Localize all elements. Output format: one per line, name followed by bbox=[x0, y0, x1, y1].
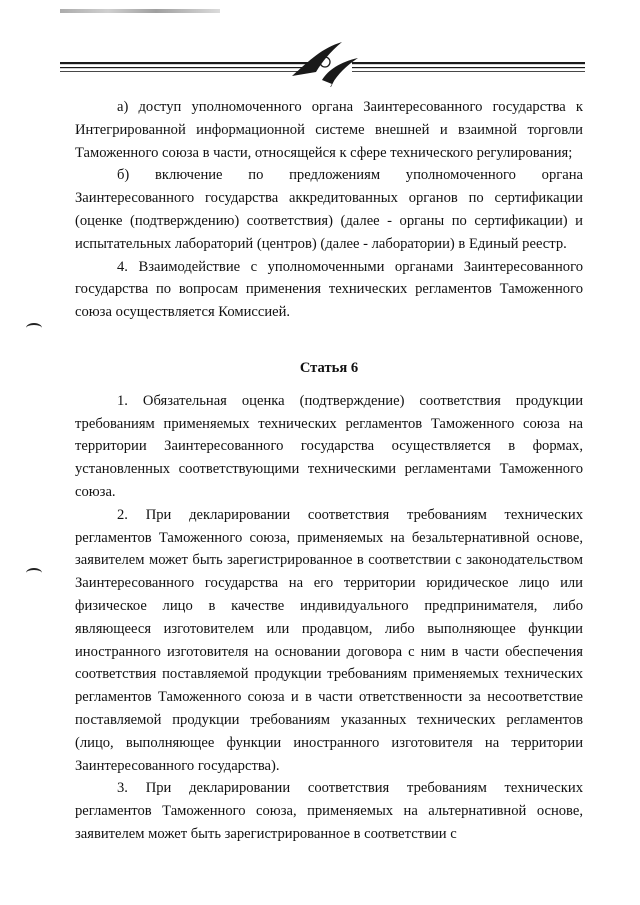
page-number: 7 bbox=[329, 78, 335, 90]
paragraph-b: б) включение по предложениям уполномоченного органа Заинтересованного государства аккредитованных органов по сертификации (оценке (подтверждению) соответствия) (далее - органы по сертификации) и испытательных лабораторий (центров) (далее - лаборатории) в Единый реестр. bbox=[75, 167, 583, 252]
scan-artifact bbox=[60, 9, 220, 13]
paragraph-a: а) доступ уполномоченного органа Заинтересованного государства к Интегрированной информационной системе внешней и взаимной торговли Таможенного союза в части, относящейся к сфере технического регулирования; bbox=[75, 99, 583, 161]
margin-mark bbox=[26, 568, 42, 578]
article-paragraph-2: 2. При декларировании соответствия требованиям технических регламентов Таможенного союза, применяемых на безальтернативной основе, заявителем может быть зарегистрированное в соответствии с законодательством Заинтересованного государства на его территории юридическое лицо или физическое лицо в качестве индивидуального предпринимателя, либо являющееся изготовителем или продавцом, либо выполняющее функции иностранного изготовителя на основании договора с ним в части обеспечения соответствия поставляемой продукции требованиям применяемых технических регламентов Таможенного союза и в части ответственности за несоответствие поставляемой продукции требованиям указанных технических регламентов (лицо, выполняющее функции иностранного изготовителя на территории Заинтересованного государства). bbox=[75, 506, 583, 774]
document-body bbox=[75, 96, 583, 846]
article-paragraph-1: 1. Обязательная оценка (подтверждение) соответствия продукции требованиям применяемых технических регламентов Таможенного союза на территории Заинтересованного государства осуществляется в формах, установленных соответствующими техническими регламентами Таможенного союза. bbox=[75, 392, 583, 500]
header-emblem-band bbox=[60, 40, 585, 90]
article-heading: Статья 6 bbox=[299, 359, 359, 376]
margin-mark bbox=[26, 323, 42, 333]
paragraph-4: 4. Взаимодействие с уполномоченными органами Заинтересованного государства по вопросам применения технических регламентов Таможенного союза осуществляется Комиссией. bbox=[75, 258, 583, 321]
article-paragraph-3: 3. При декларировании соответствия требованиям технических регламентов Таможенного союза, применяемых на альтернативной основе, заявителем может быть зарегистрированное в соответствии с bbox=[75, 780, 583, 842]
